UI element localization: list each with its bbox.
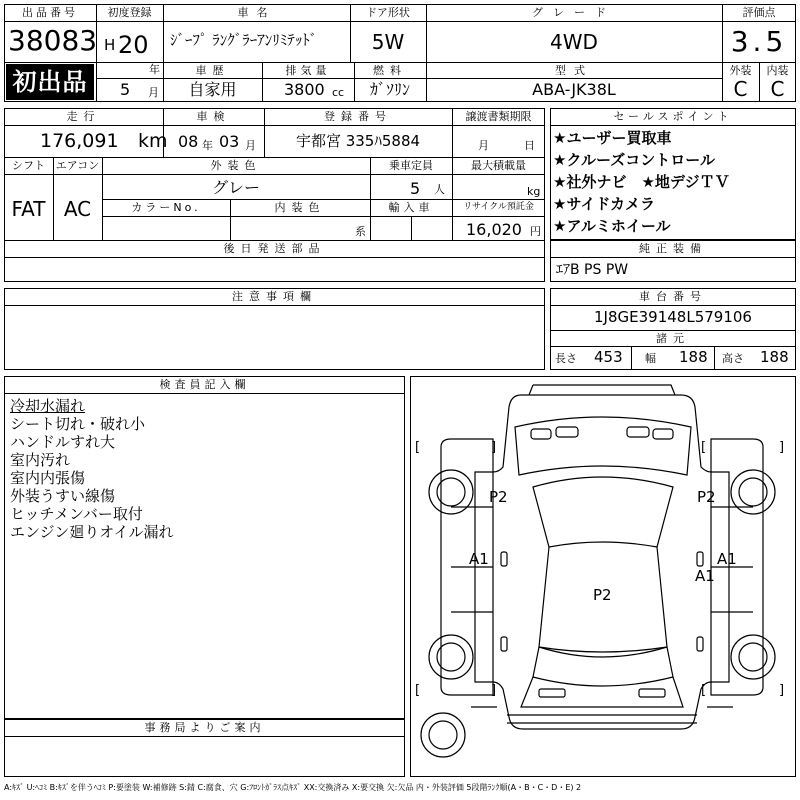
recycle-deposit: 16,020 (466, 220, 522, 239)
mileage-label: 走行 (66, 110, 101, 123)
exterior-grade: C (733, 77, 748, 101)
height-label: 高さ (722, 352, 744, 365)
damage-mark: P2 (489, 488, 508, 506)
inspector-note: シート切れ・破れ小 (10, 415, 146, 433)
transfer-day: 日 (524, 139, 535, 152)
door-label: ドア形状 (366, 6, 410, 19)
first-reg-month: 5 (120, 80, 131, 99)
bracket: [ (701, 440, 707, 455)
listing-no: 38083 (8, 24, 98, 57)
first-reg-year: 20 (118, 31, 149, 59)
sales-point-item: ★サイドカメラ (553, 195, 655, 213)
displacement: 3800 (284, 80, 325, 99)
inspector-note: エンジン廻りオイル漏れ (10, 523, 174, 541)
transfer-month: 月 (478, 139, 489, 152)
model: ABA-JK38L (532, 80, 616, 99)
later-parts-label: 後日発送部品 (223, 242, 326, 255)
first-reg-label: 初度登録 (107, 6, 152, 19)
length-label: 長さ (555, 352, 577, 365)
interior-color-suffix: 系 (355, 225, 366, 238)
door-type: 5W (371, 30, 405, 54)
width-label: 幅 (645, 352, 656, 365)
car-name-label: 車名 (237, 6, 276, 19)
ac: AC (63, 197, 92, 221)
chassis-title: 車台番号 (639, 290, 707, 303)
sales-point-item: ★社外ナビ ★地デジＴＶ (553, 173, 730, 191)
bracket: ] (491, 683, 497, 698)
transfer-docs-label: 譲渡書類期限 (465, 110, 532, 123)
equipment-title: 純正装備 (639, 242, 707, 255)
bracket: ] (491, 440, 497, 455)
car-name: ｼﾞｰﾌﾟ ﾗﾝｸﾞﾗｰｱﾝﾘﾐﾃｯﾄﾞ (170, 31, 318, 49)
width-value: 188 (679, 348, 708, 366)
chassis-number: 1J8GE39148L579106 (594, 308, 752, 326)
inspection-label: 車検 (196, 110, 231, 123)
color-no-label: カラーNo. (131, 201, 201, 214)
sales-points-title: セールスポイント (613, 110, 733, 123)
inspection-year-unit: 年 (202, 139, 213, 152)
capacity: 5 (410, 179, 421, 198)
score: 3.5 (730, 25, 788, 58)
interior-color-label: 内装色 (274, 201, 326, 214)
sales-point-item: ★ユーザー買取車 (553, 129, 672, 147)
listing-no-label: 出品番号 (22, 6, 78, 19)
bracket: ] (779, 683, 785, 698)
inspector-note: 室内汚れ (10, 451, 71, 469)
inspection-month-unit: 月 (245, 139, 256, 152)
mileage-unit: km (138, 130, 168, 152)
month-unit: 月 (148, 86, 159, 99)
damage-mark: A1 (717, 550, 737, 568)
damage-mark: A1 (695, 567, 715, 585)
year-unit: 年 (149, 63, 160, 76)
era: H (104, 36, 116, 54)
damage-mark: P2 (593, 586, 612, 604)
fuel-label: 燃料 (373, 64, 407, 77)
inspector-note: 冷却水漏れ (10, 397, 86, 415)
grade-label: グレード (532, 6, 616, 19)
load-unit: kg (527, 185, 541, 198)
recycle-label: リサイクル預託金 (463, 202, 534, 212)
length-value: 453 (594, 348, 623, 366)
exterior-color: グレー (211, 178, 260, 197)
sales-point-item: ★アルミホイール (553, 217, 671, 235)
dims-title: 諸元 (656, 332, 690, 345)
inspector-title: 検査員記入欄 (159, 378, 250, 391)
displacement-label: 排気量 (285, 64, 331, 77)
equipment-items: ｴｱB PS PW (556, 262, 629, 278)
inspection-year: 08 (178, 132, 199, 151)
shift: FAT (11, 197, 46, 221)
displacement-unit: cc (332, 86, 345, 99)
shift-label: シフト (12, 159, 45, 172)
ac-label: エアコン (55, 159, 100, 172)
height-value: 188 (760, 348, 789, 366)
capacity-label: 乗車定員 (389, 159, 433, 172)
mileage: 176,091 (40, 130, 119, 152)
color-label: 外装色 (210, 159, 262, 172)
notes-title: 注意事項欄 (232, 290, 317, 303)
interior-grade: C (770, 77, 785, 101)
sales-point-item: ★クルーズコントロール (553, 151, 715, 169)
legend-footer: A:ｷｽﾞ U:ﾍｺﾐ B:ｷｽﾞを伴うﾍｺﾐ P:要塗装 W:補修跡 S:錆 C:腐食、穴 G:ﾌﾛﾝﾄｶﾞﾗｽ点ｷｽﾞ XX:交換済み X:要交換 欠:欠品 内・外装評価 5段階ﾗﾝｸ順(A・B・C・D・E) 2 (4, 783, 582, 792)
first-listing-badge: 初出品 (6, 64, 94, 100)
load-label: 最大積載量 (471, 159, 526, 172)
score-label: 評価点 (742, 6, 776, 19)
inspector-note: 外装うすい線傷 (10, 487, 116, 505)
reg-no: 宇都宮 335ﾊ5884 (295, 132, 421, 150)
bracket: [ (415, 440, 421, 455)
import-label: 輸入車 (388, 201, 434, 214)
exterior-label: 外装 (729, 64, 752, 77)
bracket: ] (779, 440, 785, 455)
history-label: 車歴 (195, 64, 230, 77)
office-title: 事務局よりご案内 (144, 721, 265, 734)
grade: 4WD (550, 30, 598, 54)
car-outline-diagram (411, 377, 794, 775)
inspector-note: 室内内張傷 (10, 469, 86, 487)
fuel: ｶﾞｿﾘﾝ (369, 80, 410, 99)
damage-mark: A1 (469, 550, 489, 568)
model-label: 型式 (555, 64, 593, 77)
capacity-unit: 人 (434, 183, 445, 196)
history: 自家用 (188, 80, 237, 99)
damage-diagram (410, 376, 796, 777)
inspector-note: ヒッチメンバー取付 (10, 505, 143, 523)
reg-no-label: 登録番号 (324, 110, 392, 123)
interior-label: 内装 (766, 64, 789, 77)
bracket: [ (701, 683, 707, 698)
damage-mark: P2 (697, 488, 716, 506)
recycle-unit: 円 (530, 225, 541, 238)
inspector-note: ハンドルすれ大 (10, 433, 116, 451)
bracket: [ (415, 683, 421, 698)
inspection-month: 03 (219, 132, 240, 151)
